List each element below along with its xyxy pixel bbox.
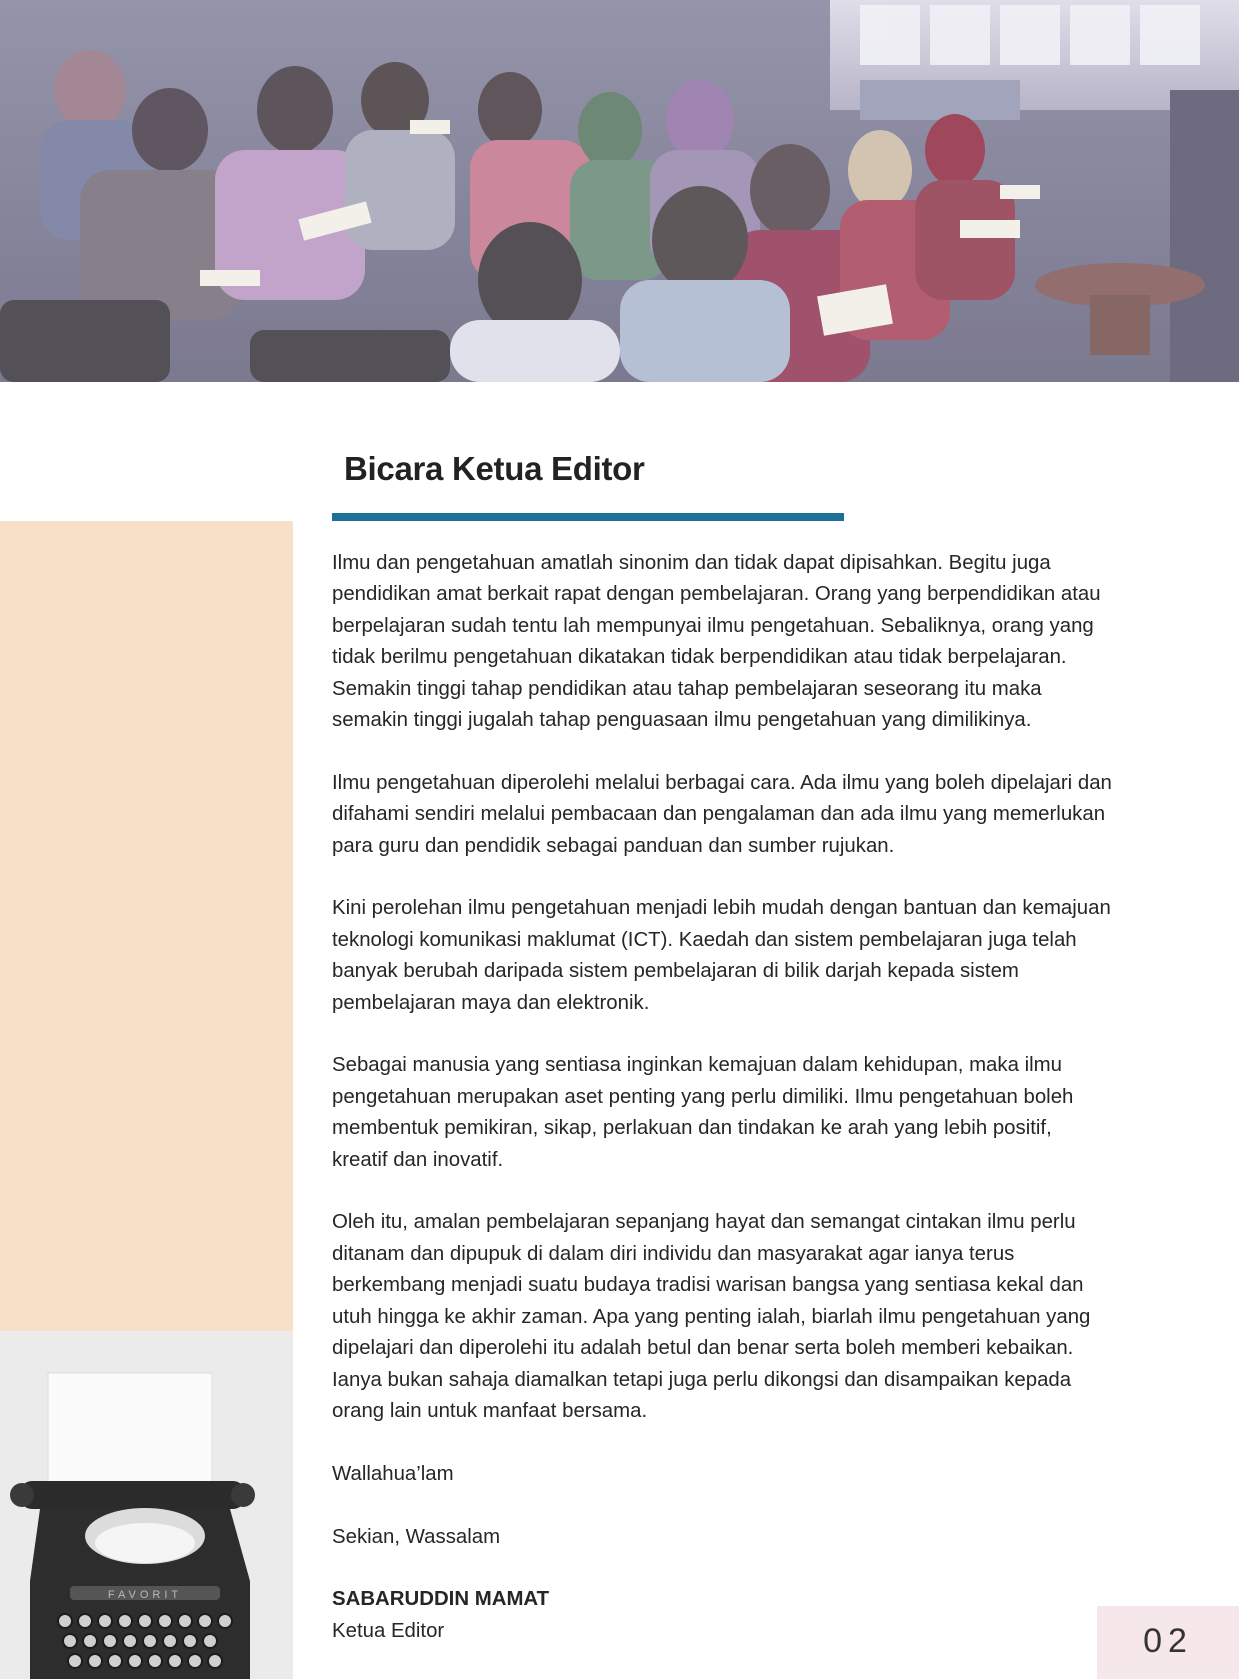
text-line: Ianya bukan sahaja diamalkan tetapi juga perlu dikongsi dan disampaikan kepada: [332, 1368, 1072, 1391]
article-title: Bicara Ketua Editor: [344, 450, 645, 487]
text-line: Ilmu dan pengetahuan amatlah sinonim dan tidak dapat dipisahkan. Begitu juga: [332, 552, 1051, 574]
paragraph-4: [332, 1050, 1202, 1176]
text-line: ditanam dan dipupuk di dalam diri individu dan masyarakat agar ianya terus: [332, 1242, 1015, 1265]
text-line: Kini perolehan ilmu pengetahuan menjadi lebih mudah dengan bantuan dan kemajuan: [332, 897, 1111, 920]
author-name: SABARUDDIN MAMAT: [332, 1588, 550, 1611]
text-line: membentuk pemikiran, sikap, perlakuan dan tindakan ke arah yang lebih positif,: [332, 1117, 1052, 1140]
closing-wassalam: Sekian, Wassalam: [332, 1525, 501, 1548]
svg-text:FAVORIT: FAVORIT: [107, 1589, 183, 1601]
text-line: tidak berilmu pengetahuan dikatakan tidak berpendidikan atau tidak berpelajaran.: [332, 646, 1067, 669]
text-line: kreatif dan inovatif.: [332, 1148, 504, 1171]
paragraph-1: [332, 548, 1202, 736]
text-line: dipelajari dan diperolehi itu adalah betul dan benar serta boleh memberi kebaikan.: [332, 1337, 1074, 1360]
title-underline-rule: [332, 513, 844, 521]
author-role: Ketua Editor: [332, 1619, 445, 1642]
page-number: 02: [1143, 1622, 1193, 1660]
text-line: semakin tinggi jugalah tahap penguasaan ilmu pengetahuan yang dimilikinya.: [332, 709, 1032, 732]
text-line: para guru dan pendidik sebagai panduan dan sumber rujukan.: [332, 834, 895, 857]
article-body: [332, 548, 1202, 1647]
text-line: pendidikan amat berkait rapat dengan pembelajaran. Orang yang berpendidikan atau: [332, 583, 1101, 606]
paragraph-5: [332, 1207, 1202, 1427]
text-line: berkembang menjadi suatu budaya tradisi warisan bangsa yang sentiasa kekal dan: [332, 1274, 1084, 1297]
text-line: Semakin tinggi tahap pendidikan atau tahap pembelajaran seseorang itu maka: [332, 677, 1042, 700]
typewriter-photo: [0, 1331, 293, 1679]
text-line: Sebagai manusia yang sentiasa inginkan kemajuan dalam kehidupan, maka ilmu: [332, 1054, 1062, 1077]
text-line: orang lain untuk manfaat bersama.: [332, 1399, 648, 1422]
photo-illustration: [0, 0, 1239, 382]
paragraph-2: [332, 768, 1202, 862]
text-line: utuh hingga ke akhir zaman. Apa yang penting ialah, biarlah ilmu pengetahuan yang: [332, 1305, 1091, 1328]
text-line: teknologi komunikasi maklumat (ICT). Kaedah dan sistem pembelajaran juga telah: [332, 928, 1077, 951]
text-line: banyak berubah daripada sistem pembelajaran di bilik darjah kepada sistem: [332, 960, 1019, 983]
decorative-peach-panel: [0, 521, 293, 1331]
page-number-box: [1097, 1606, 1239, 1679]
text-line: Ilmu pengetahuan diperolehi melalui berbagai cara. Ada ilmu yang boleh dipelajari dan: [332, 771, 1112, 794]
text-line: pembelajaran maya dan elektronik.: [332, 991, 650, 1014]
typewriter-illustration: [0, 1331, 293, 1679]
closing-wallahualam: Wallahua’lam: [332, 1462, 454, 1485]
text-line: pengetahuan merupakan aset penting yang perlu dimiliki. Ilmu pengetahuan boleh: [332, 1085, 1074, 1108]
text-line: difahami sendiri melalui pembacaan dan pengalaman dan ada ilmu yang memerlukan: [332, 803, 1106, 826]
text-line: Oleh itu, amalan pembelajaran sepanjang hayat dan semangat cintakan ilmu perlu: [332, 1211, 1076, 1234]
text-line: berpelajaran sudah tentu lah mempunyai ilmu pengetahuan. Sebaliknya, orang yang: [332, 614, 1094, 637]
header-photo-people-reading: [0, 0, 1239, 382]
paragraph-3: [332, 893, 1202, 1019]
